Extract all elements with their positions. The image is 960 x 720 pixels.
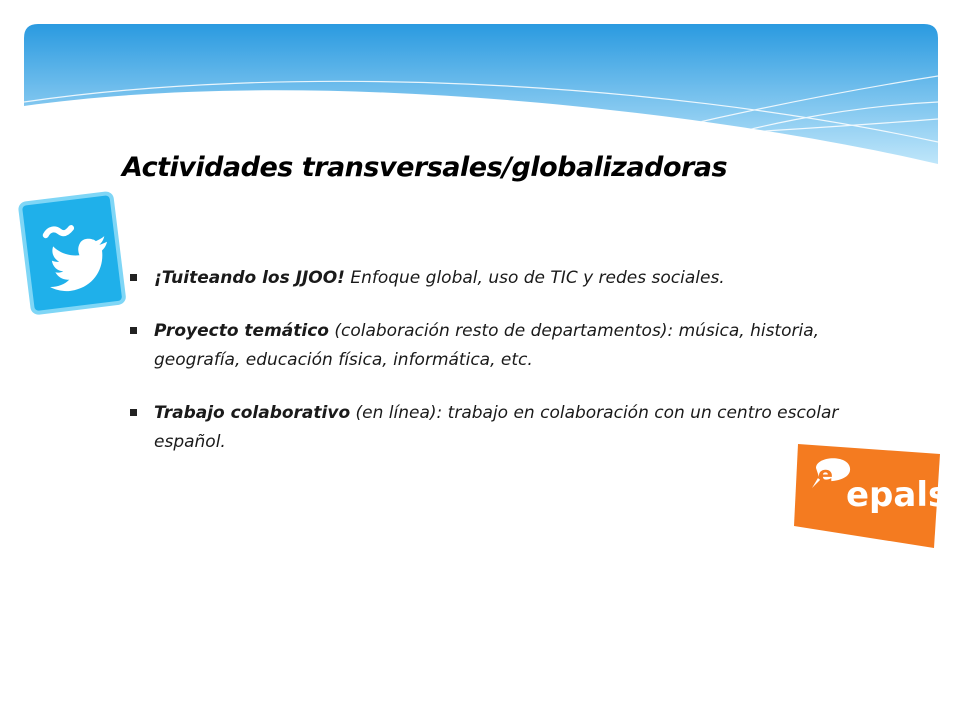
bullet-emphasis: Trabajo colaborativo: [154, 403, 351, 423]
header-banner: [24, 24, 938, 164]
bullet-emphasis: Proyecto temático: [154, 321, 329, 341]
bullet-marker-icon: [130, 327, 137, 334]
bullet-item: [130, 264, 850, 293]
epals-logo: [788, 434, 948, 558]
twitter-logo: [18, 186, 128, 322]
svg-text:e: e: [818, 463, 833, 488]
bullet-text: Enfoque global, uso de TIC y redes sociales.: [344, 268, 725, 288]
bullet-text: (colaboración resto de departamentos): música, historia, geografía, educación física, informática, etc.: [154, 321, 820, 370]
bullet-text: (en línea): trabajo en colaboración con un centro escolar español.: [154, 403, 839, 452]
bullet-emphasis: ¡Tuiteando los JJOO!: [154, 268, 345, 288]
bullet-marker-icon: [130, 274, 137, 281]
bullet-item: [130, 399, 850, 457]
bullet-item: [130, 317, 850, 375]
epals-wordmark: epals: [846, 475, 948, 515]
bullet-marker-icon: [130, 409, 137, 416]
slide-title: Actividades transversales/globalizadoras: [122, 152, 728, 183]
bullet-list: [130, 264, 850, 481]
